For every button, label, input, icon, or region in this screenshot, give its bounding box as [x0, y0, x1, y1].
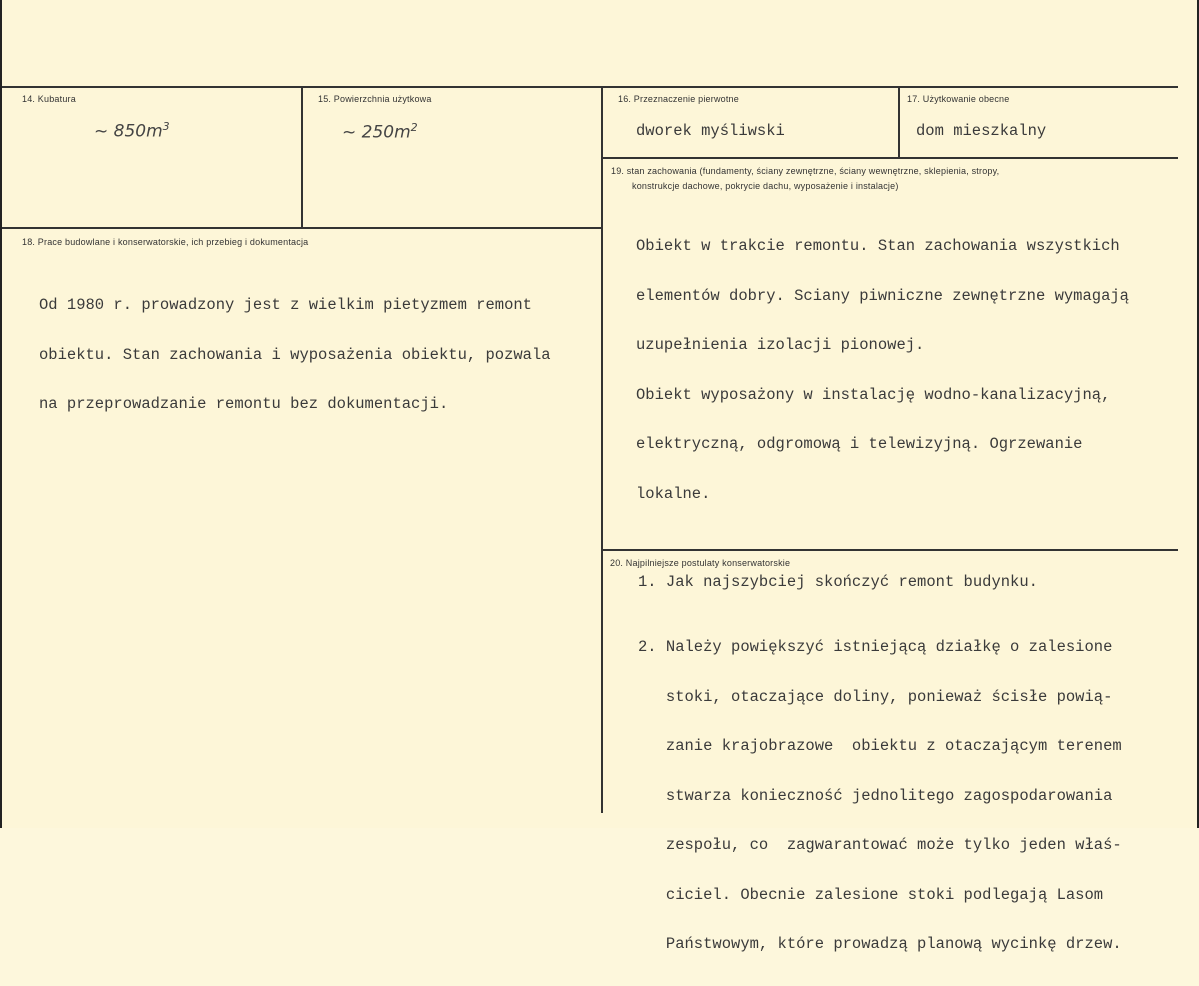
stan-label-line2: konstrukcje dachowe, pokrycie dachu, wyposażenie i instalacje) — [632, 181, 899, 191]
rule-19-bottom — [602, 549, 1178, 551]
kubatura-label: 14. Kubatura — [22, 94, 76, 104]
uzytkowanie-value: dom mieszkalny — [916, 122, 1047, 140]
stan-line: elementów dobry. Sciany piwniczne zewnętrzne wymagają — [636, 286, 1129, 305]
postulaty-line: stoki, otaczające doliny, ponieważ ścisłe powią- — [638, 687, 1113, 706]
stan-line: lokalne. — [636, 484, 711, 503]
przeznaczenie-label: 16. Przeznaczenie pierwotne — [618, 94, 739, 104]
prace-line: na przeprowadzanie remontu bez dokumentacji. — [39, 395, 449, 413]
postulaty-line: zanie krajobrazowe obiektu z otaczającym terenem — [638, 737, 1122, 755]
top-rule — [2, 86, 1178, 88]
divider-14-15 — [301, 88, 303, 228]
uzytkowanie-label: 17. Użytkowanie obecne — [907, 94, 1010, 104]
rule-16-17-bottom — [602, 157, 1178, 159]
stan-text — [636, 205, 1129, 535]
stan-label-line1: 19. stan zachowania (fundamenty, ściany zewnętrzne, ściany wewnętrzne, sklepienia, stropy, — [611, 166, 1000, 176]
stan-line: elektryczną, odgromową i telewizyjną. Ogrzewanie — [636, 435, 1083, 453]
przeznaczenie-value: dworek myśliwski — [636, 122, 785, 140]
kubatura-value: ~ $850m^3$ — [94, 120, 170, 142]
prace-line: obiektu. Stan zachowania i wyposażenia obiektu, pozwala — [39, 345, 551, 364]
postulaty-label: 20. Najpilniejsze postulaty konserwatorskie — [610, 558, 791, 568]
postulaty-item-2 — [638, 606, 1122, 986]
powierzchnia-value: ~ $250m^2$ — [342, 121, 418, 143]
postulaty-item-1: 1. Jak najszybciej skończyć remont budynku. — [638, 573, 1038, 591]
stan-line: Obiekt w trakcie remontu. Stan zachowania wszystkich — [636, 237, 1120, 255]
rule-14-15-bottom — [2, 227, 602, 229]
prace-line: Od 1980 r. prowadzony jest z wielkim pietyzmem remont — [39, 296, 532, 314]
stan-line: uzupełnienia izolacji pionowej. — [636, 336, 925, 354]
prace-text — [39, 264, 551, 446]
prace-label: 18. Prace budowlane i konserwatorskie, ich przebieg i dokumentacja — [22, 237, 309, 247]
postulaty-line: 2. Należy powiększyć istniejącą działkę o zalesione — [638, 638, 1113, 656]
postulaty-line: ciciel. Obecnie zalesione stoki podlegają Lasom — [638, 885, 1104, 904]
postulaty-line: Państwowym, które prowadzą planową wycinkę drzew. — [638, 935, 1122, 953]
stan-line: Obiekt wyposażony w instalację wodno-kanalizacyjną, — [636, 385, 1111, 404]
postulaty-line: stwarza konieczność jednolitego zagospodarowania — [638, 786, 1113, 805]
postulaty-line: zespołu, co zagwarantować może tylko jeden właś- — [638, 836, 1122, 854]
divider-16-17 — [898, 88, 900, 158]
center-divider — [601, 88, 603, 813]
powierzchnia-label: 15. Powierzchnia użytkowa — [318, 94, 432, 104]
